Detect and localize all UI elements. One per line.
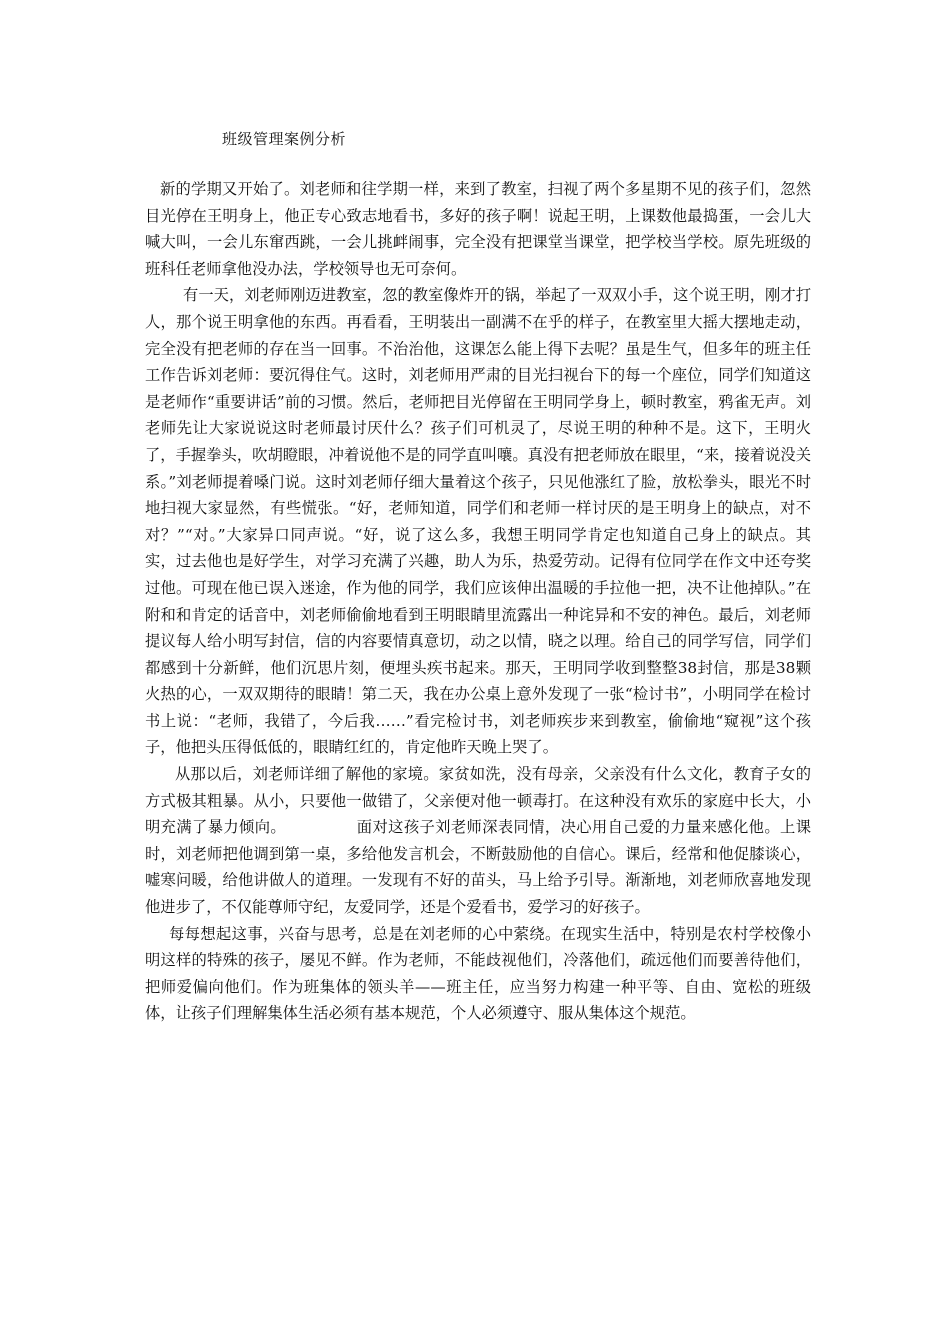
paragraph-1: 新的学期又开始了。刘老师和往学期一样，来到了教室，扫视了两个多星期不见的孩子们，忽然目光停在王明身上，他正专心致志地看书，多好的孩子啊！说起王明，上课数他最捣蛋，一会儿大喊大叫，一会儿东窜西跳，一会儿挑衅闹事，完全没有把课堂当课堂，把学校当学校。原先班级的班科任老师拿他没办法，学校领导也无可奈何。 (145, 180, 811, 278)
paragraph-2: 有一天，刘老师刚迈进教室，忽的教室像炸开的锅，举起了一双双小手，这个说王明，刚才打人，那个说王明拿他的东西。再看看，王明装出一副满不在乎的样子，在教室里大摇大摆地走动，完全没有把老师的存在当一回事。不治治他，这课怎么能上得下去呢？虽是生气，但多年的班主任工作告诉刘老师：要沉得住气。这时，刘老师用严肃的目光扫视台下的每一个座位，同学们知道这是老师作“重要讲话”前的习惯。然后，老师把目光停留在王明同学身上，顿时教室，鸦雀无声。刘老师先让大家说说这时老师最讨厌什么？孩子们可机灵了，尽说王明的种种不是。这下，王明火了，手握拳头，吹胡瞪眼，冲着说他不是的同学直叫嚷。真没有把老师放在眼里，“来，接着说没关系。”刘老师提着嗓门说。这时刘老师仔细大量着这个孩子，只见他涨红了脸，放松拳头，眼光不时地扫视大家显然，有些慌张。“好，老师知道，同学们和老师一样讨厌的是王明身上的缺点，对不对？”“对。”大家异口同声说。“好，说了这么多，我想王明同学肯定也知道自己身上的缺点。其实，过去他也是好学生，对学习充满了兴趣，助人为乐，热爱劳动。记得有位同学在作文中还夸奖过他。可现在他已误入迷途，作为他的同学，我们应该伸出温暖的手拉他一把，决不让他掉队。”在附和和肯定的话音中，刘老师偷偷地看到王明眼睛里流露出一种诧异和不安的神色。最后，刘老师提议每人给小明写封信，信的内容要情真意切，动之以情，晓之以理。给自己的同学写信，同学们都感到十分新鲜，他们沉思片刻，便埋头疾书起来。那天，王明同学收到整整38封信，那是38颗火热的心，一双双期待的眼睛！第二天，我在办公桌上意外发现了一张“检讨书”，小明同学在检讨书上说：“老师，我错了，今后我……”看完检讨书，刘老师疾步来到教室，偷偷地“窥视”这个孩子，他把头压得低低的，眼睛红红的，肯定他昨天晚上哭了。 (145, 286, 811, 757)
document-body (145, 176, 811, 1027)
document-title: 班级管理案例分析 (222, 130, 347, 148)
paragraph-4: 每每想起这事，兴奋与思考，总是在刘老师的心中萦绕。在现实生活中，特别是农村学校像小明这样的特殊的孩子，屡见不鲜。作为老师，不能歧视他们，冷落他们，疏远他们而要善待他们，把师爱偏向他们。作为班集体的领头羊——班主任，应当努力构建一种平等、自由、宽松的班级体，让孩子们理解集体生活必须有基本规范，个人必须遵守、服从集体这个规范。 (145, 924, 811, 1023)
paragraph-3: 从那以后，刘老师详细了解他的家境。家贫如洗，没有母亲，父亲没有什么文化，教育子女的方式极其粗暴。从小，只要他一做错了，父亲便对他一顿毒打。在这种没有欢乐的家庭中长大，小明充满了暴力倾向。 面对这孩子刘老师深表同情，决心用自己爱的力量来感化他。上课时，刘老师把他调到第一桌，多给他发言机会，不断鼓励他的自信心。课后，经常和他促膝谈心，嘘寒问暖，给他讲做人的道理。一发现有不好的苗头，马上给予引导。渐渐地，刘老师欣喜地发现他进步了，不仅能尊师守纪，友爱同学，还是个爱看书，爱学习的好孩子。 (145, 765, 811, 917)
